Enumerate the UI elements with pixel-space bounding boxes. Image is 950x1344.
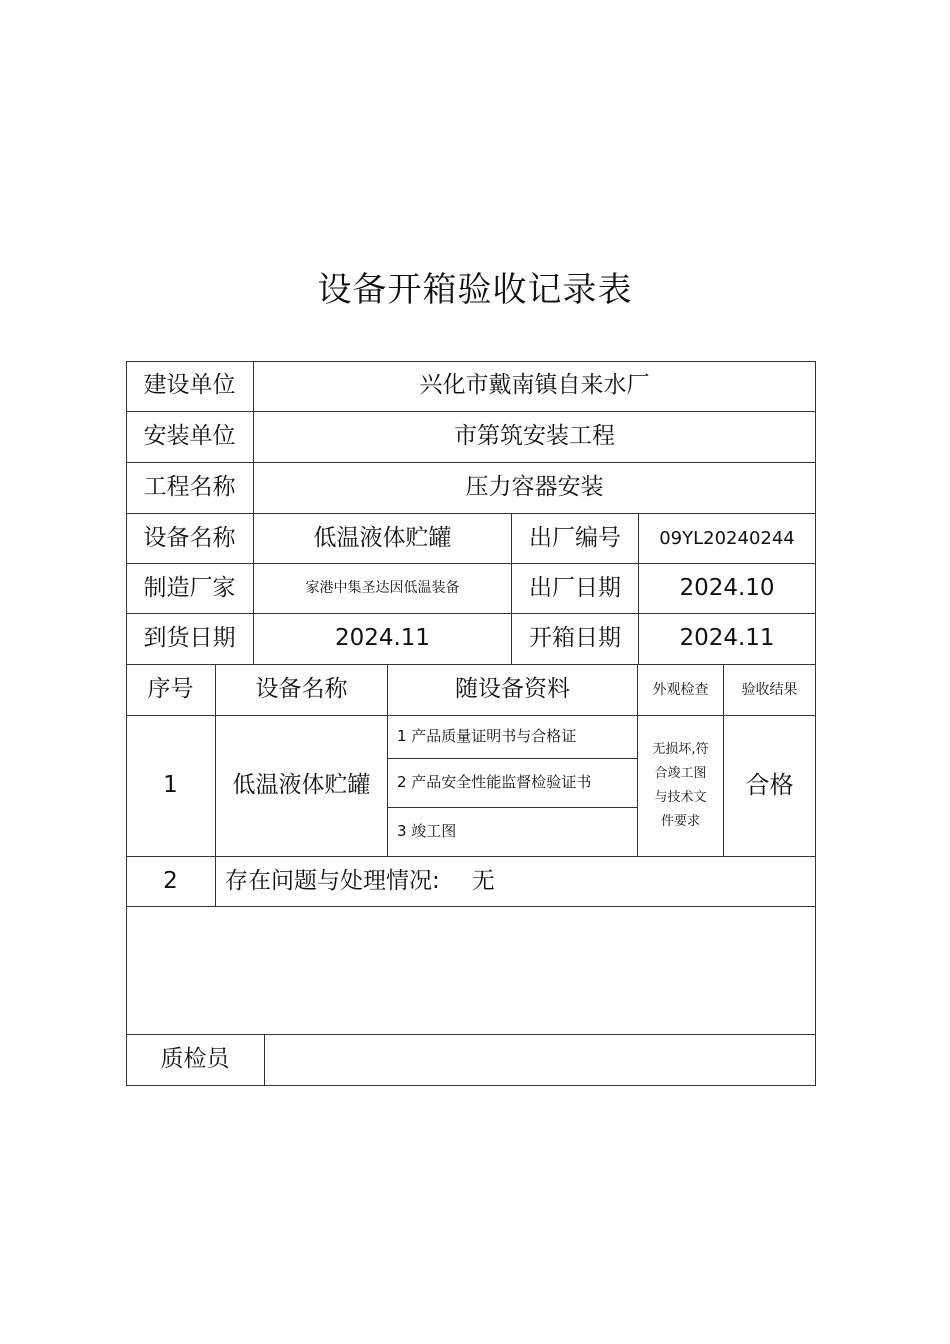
project-name-value: 压力容器安装 (254, 463, 816, 514)
project-name-label: 工程名称 (126, 463, 254, 514)
row1-equipment-name: 低温液体贮罐 (216, 716, 388, 857)
factory-date-value: 2024.10 (639, 564, 816, 614)
row2-seq: 2 (126, 857, 216, 907)
manufacturer-value: 家港中集圣达因低温装备 (254, 564, 512, 614)
row1-document-1: 1 产品质量证明书与合格证 (388, 716, 638, 759)
row1-document-3: 3 竣工图 (388, 808, 638, 857)
appearance-line-1: 无损坏,符 (652, 741, 709, 757)
unpack-date-value: 2024.11 (639, 614, 816, 665)
arrival-date-label: 到货日期 (126, 614, 254, 665)
header-equipment-name: 设备名称 (216, 665, 388, 716)
appearance-line-4: 件要求 (660, 814, 700, 830)
factory-number-value: 09YL20240244 (639, 514, 816, 564)
appearance-line-3: 与技术文 (654, 790, 707, 805)
appearance-line-2: 合竣工图 (654, 765, 707, 781)
equipment-name-value: 低温液体贮罐 (254, 514, 512, 564)
page-title: 设备开箱验收记录表 (317, 270, 633, 310)
install-unit-value: 市第筑安装工程 (254, 412, 816, 463)
inspector-label: 质检员 (126, 1035, 265, 1086)
row2-issues (216, 857, 816, 907)
construction-unit-label: 建设单位 (126, 361, 254, 412)
equipment-name-label: 设备名称 (126, 514, 254, 564)
row1-document-2: 2 产品安全性能监督检验证书 (388, 759, 638, 808)
arrival-date-value: 2024.11 (254, 614, 512, 665)
row1-appearance-check (638, 716, 724, 857)
inspector-value (265, 1035, 816, 1086)
row1-acceptance-result: 合格 (724, 716, 816, 857)
row1-seq: 1 (126, 716, 216, 857)
manufacturer-label: 制造厂家 (126, 564, 254, 614)
factory-date-label: 出厂日期 (512, 564, 639, 614)
construction-unit-value: 兴化市戴南镇自来水厂 (254, 361, 816, 412)
issues-label: 存在问题与处理情况: (225, 867, 440, 894)
factory-number-label: 出厂编号 (512, 514, 639, 564)
install-unit-label: 安装单位 (126, 412, 254, 463)
header-seq: 序号 (126, 665, 216, 716)
issues-value: 无 (471, 867, 495, 894)
unpack-date-label: 开箱日期 (512, 614, 639, 665)
header-appearance-check: 外观检查 (638, 665, 724, 716)
notes-blank-area (126, 907, 816, 1035)
header-documents: 随设备资料 (388, 665, 638, 716)
header-acceptance-result: 验收结果 (724, 665, 816, 716)
